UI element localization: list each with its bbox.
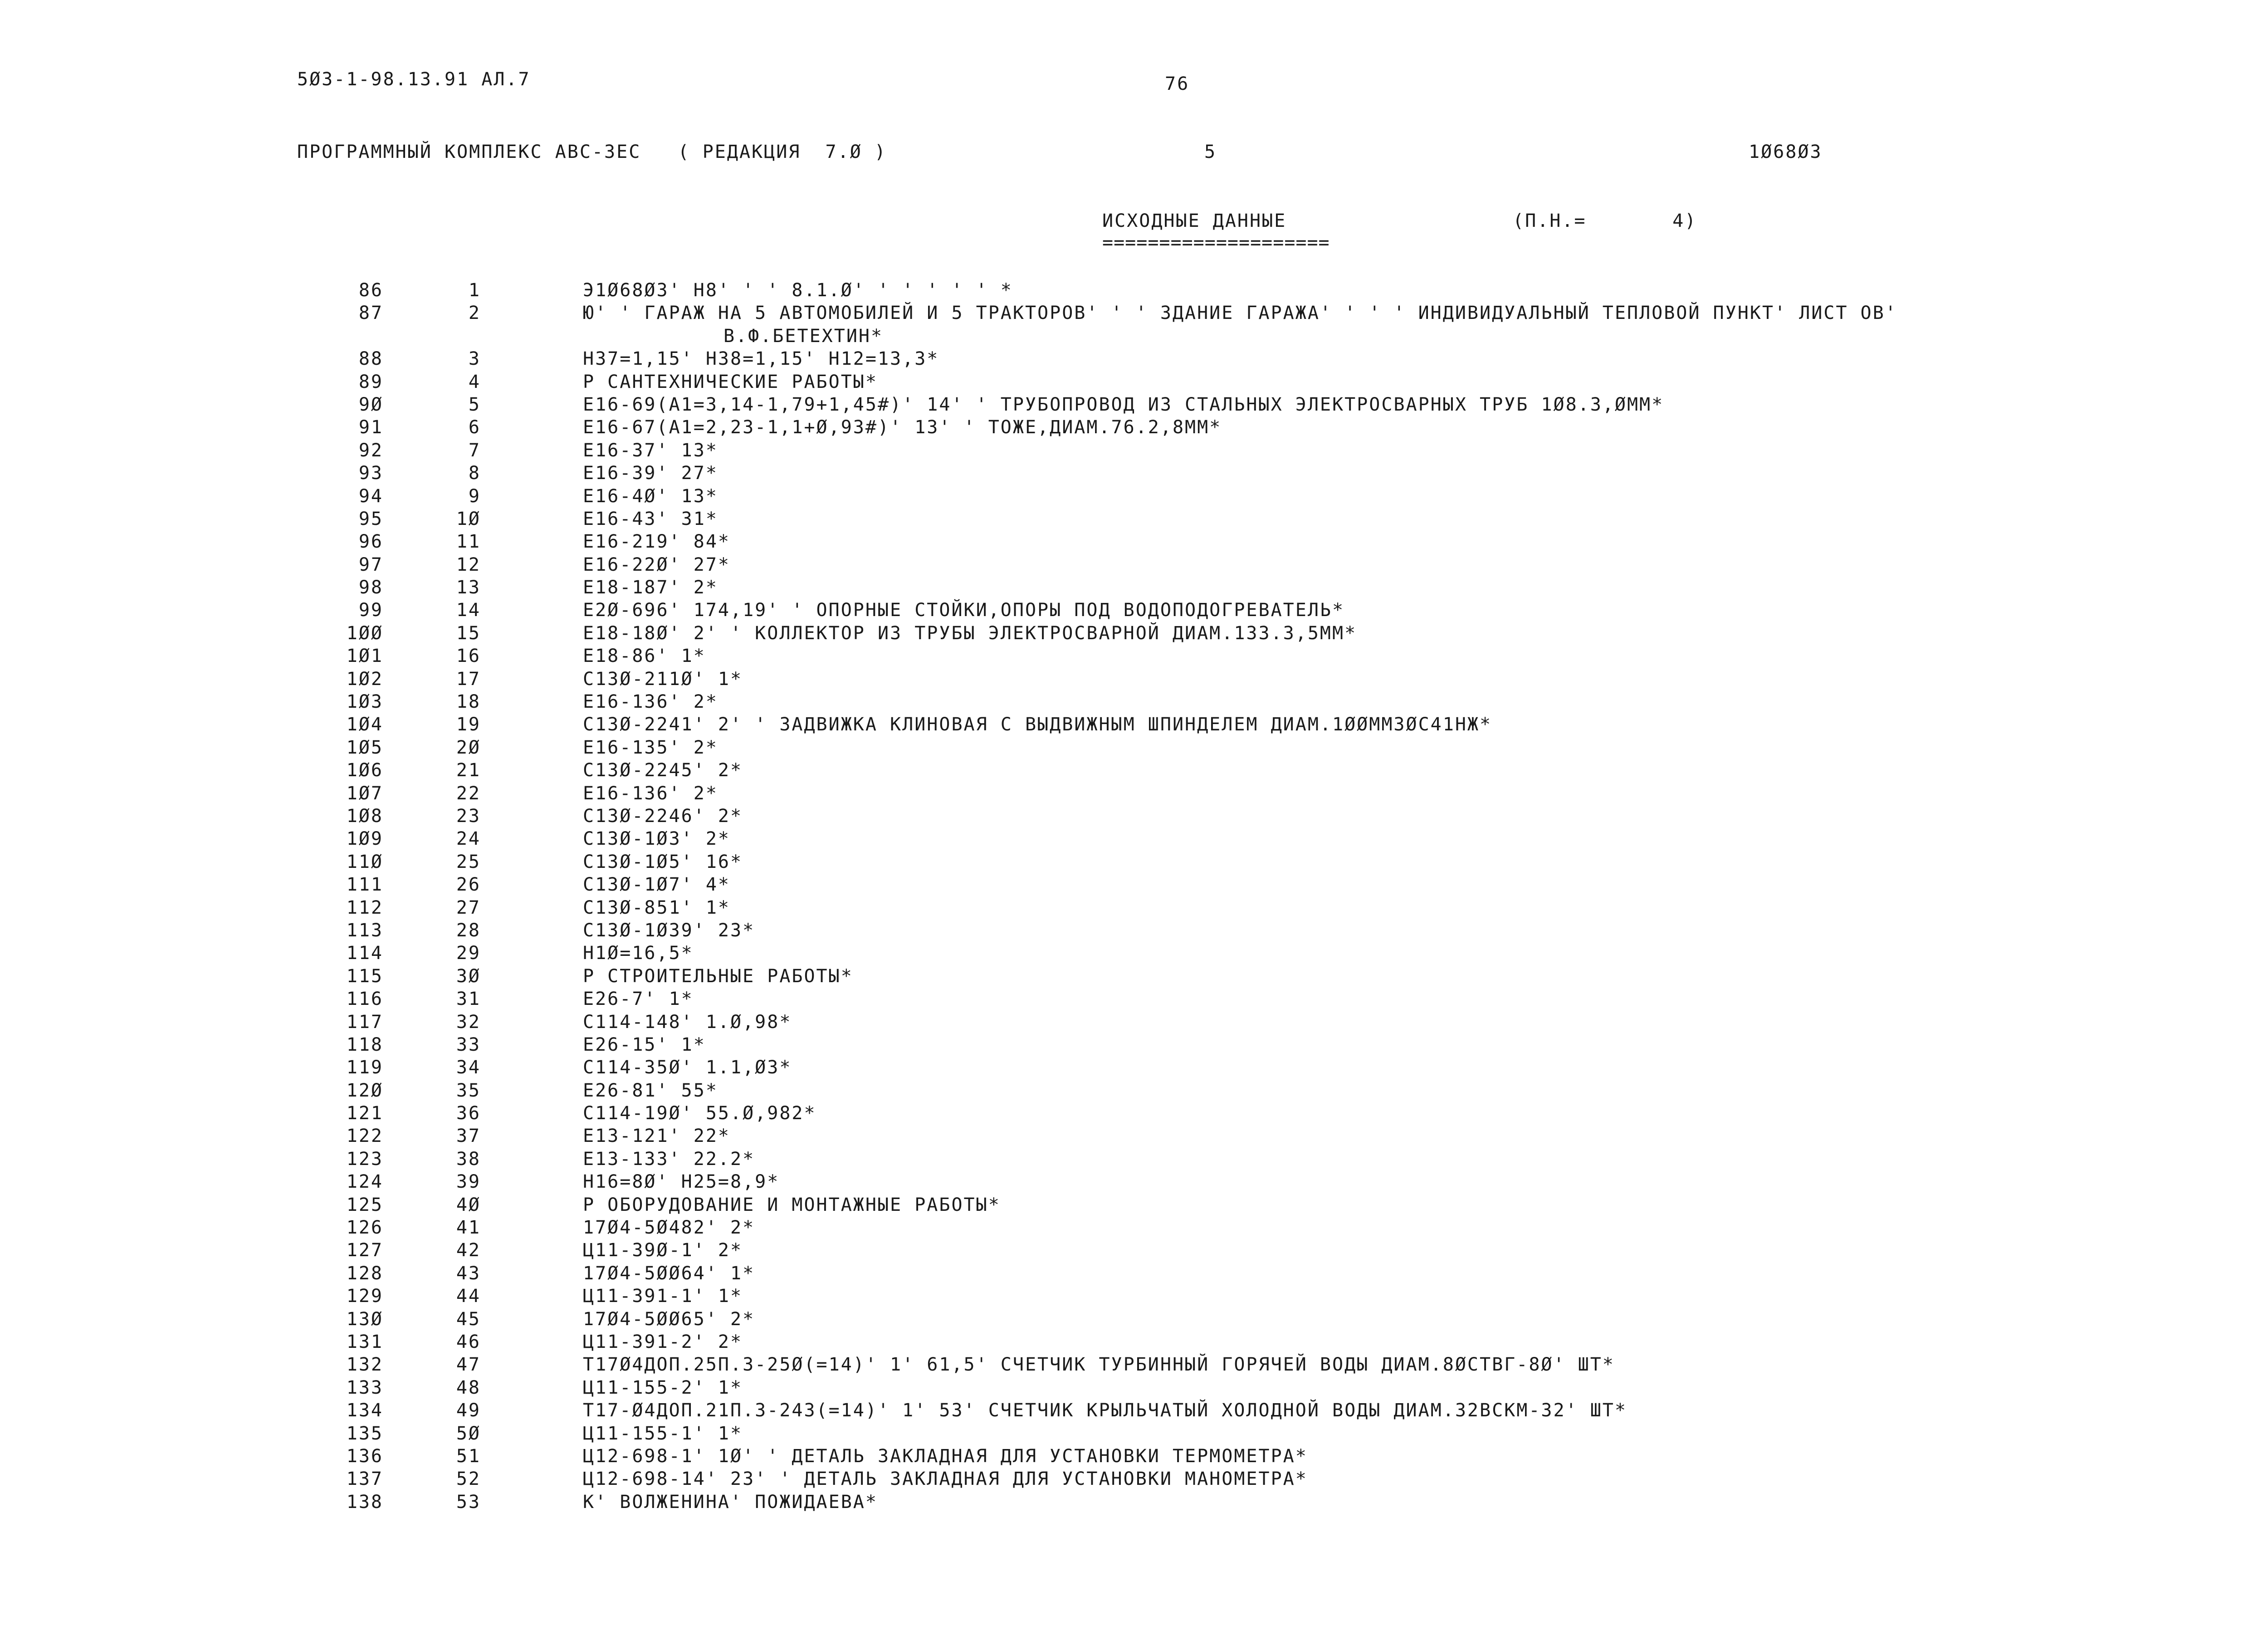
record-text: 17Ø4-5ØØ65' 2* <box>583 1308 755 1330</box>
record-text: Е16-43' 31* <box>583 508 718 529</box>
listing-row <box>0 1491 2268 1513</box>
record-text: Е16-37' 13* <box>583 440 718 461</box>
record-text: С13Ø-1Ø5' 16* <box>583 851 743 872</box>
line-number: 1Ø9 <box>346 828 383 850</box>
record-number: 1Ø <box>456 508 481 529</box>
listing-row <box>0 1239 2268 1262</box>
line-number: 123 <box>346 1148 383 1170</box>
listing-row <box>0 416 2268 439</box>
line-number: 86 <box>358 280 383 301</box>
listing-row <box>0 485 2268 508</box>
listing-row <box>0 1011 2268 1033</box>
record-text: С13Ø-2246' 2* <box>583 805 743 827</box>
listing-row <box>0 1376 2268 1399</box>
record-text: В.Ф.БЕТЕХТИН* <box>723 325 884 347</box>
record-text: Ю' ' ГАРАЖ НА 5 АВТОМОБИЛЕЙ И 5 ТРАКТОРОВ' ' ' ЗДАНИЕ ГАРАЖА' ' ' ' ИНДИВИДУАЛЬНЫЙ ТЕПЛОВОЙ ПУНКТ' ЛИСТ ОВ' <box>583 303 1897 324</box>
record-text: Ц12-698-14' 23' ' ДЕТАЛЬ ЗАКЛАДНАЯ ДЛЯ УСТАНОВКИ МАНОМЕТРА* <box>583 1469 1308 1490</box>
line-number: 92 <box>358 440 383 461</box>
line-number: 124 <box>346 1171 383 1193</box>
record-text: Н16=8Ø' Н25=8,9* <box>583 1171 780 1193</box>
record-number: 6 <box>468 417 481 438</box>
record-number: 37 <box>456 1126 481 1147</box>
record-number: 19 <box>456 714 481 735</box>
record-text: Э1Ø68Ø3' Н8' ' ' 8.1.Ø' ' ' ' ' ' * <box>583 280 1013 301</box>
listing-row <box>0 1033 2268 1056</box>
record-number: 52 <box>456 1469 481 1490</box>
listing-row <box>0 942 2268 964</box>
record-number: 53 <box>456 1491 481 1513</box>
record-text: 17Ø4-5ØØ64' 1* <box>583 1263 755 1284</box>
line-number: 97 <box>358 554 383 575</box>
record-text: Ц11-391-1' 1* <box>583 1286 743 1307</box>
record-number: 43 <box>456 1263 481 1284</box>
record-number: 18 <box>456 691 481 713</box>
record-text: С114-148' 1.Ø,98* <box>583 1011 792 1033</box>
listing-row <box>0 1125 2268 1147</box>
line-number: 1Ø8 <box>346 805 383 827</box>
record-number: 27 <box>456 897 481 918</box>
line-number: 93 <box>358 463 383 484</box>
record-text: Е16-219' 84* <box>583 531 730 553</box>
data-listing <box>0 279 2268 1513</box>
line-number: 135 <box>346 1423 383 1444</box>
record-number: 34 <box>456 1057 481 1078</box>
line-number: 1Ø5 <box>346 737 383 758</box>
record-number: 13 <box>456 577 481 598</box>
listing-row <box>0 508 2268 530</box>
line-number: 128 <box>346 1263 383 1284</box>
listing-row <box>0 919 2268 942</box>
line-number: 1Ø7 <box>346 783 383 804</box>
line-number: 117 <box>346 1011 383 1033</box>
record-number: 28 <box>456 920 481 941</box>
line-number: 116 <box>346 989 383 1010</box>
line-number: 136 <box>346 1445 383 1467</box>
listing-row <box>0 827 2268 850</box>
record-number: 45 <box>456 1308 481 1330</box>
record-number: 33 <box>456 1034 481 1055</box>
record-number: 9 <box>468 485 481 507</box>
line-number: 1Ø6 <box>346 760 383 781</box>
listing-row <box>0 690 2268 713</box>
line-number: 11Ø <box>346 851 383 872</box>
line-number: 1ØØ <box>346 622 383 644</box>
listing-row <box>0 759 2268 782</box>
record-text: С13Ø-2245' 2* <box>583 760 743 781</box>
listing-row <box>0 1170 2268 1193</box>
line-number: 119 <box>346 1057 383 1078</box>
listing-row <box>0 1056 2268 1079</box>
record-text: Е16-136' 2* <box>583 783 718 804</box>
record-number: 38 <box>456 1148 481 1170</box>
record-number: 31 <box>456 989 481 1010</box>
record-number: 4Ø <box>456 1194 481 1215</box>
section-pn-label: (П.Н.= 4) <box>1513 211 1697 231</box>
line-number: 1Ø3 <box>346 691 383 713</box>
line-number: 138 <box>346 1491 383 1513</box>
line-number: 121 <box>346 1103 383 1124</box>
record-number: 41 <box>456 1217 481 1239</box>
record-text: Е18-86' 1* <box>583 646 706 667</box>
record-number: 5 <box>468 394 481 415</box>
record-number: 2 <box>468 303 481 324</box>
listing-row <box>0 439 2268 462</box>
record-text: Ц11-155-1' 1* <box>583 1423 743 1444</box>
line-number: 122 <box>346 1126 383 1147</box>
record-number: 48 <box>456 1377 481 1398</box>
record-text: Е13-133' 22.2* <box>583 1148 755 1170</box>
line-number: 87 <box>358 303 383 324</box>
line-number: 98 <box>358 577 383 598</box>
line-number: 1Ø2 <box>346 668 383 690</box>
record-number: 1 <box>468 280 481 301</box>
listing-row <box>0 302 2268 324</box>
record-number: 4 <box>468 371 481 392</box>
listing-row <box>0 622 2268 645</box>
record-text: Ц11-39Ø-1' 2* <box>583 1240 743 1261</box>
record-text: Ц11-391-2' 2* <box>583 1331 743 1352</box>
line-number: 13Ø <box>346 1308 383 1330</box>
listing-row <box>0 805 2268 827</box>
record-text: Е18-18Ø' 2' ' КОЛЛЕКТОР ИЗ ТРУБЫ ЭЛЕКТРОСВАРНОЙ ДИАМ.133.3,5ММ* <box>583 622 1357 644</box>
record-text: Е26-81' 55* <box>583 1080 718 1101</box>
line-number: 91 <box>358 417 383 438</box>
page-number: 76 <box>1165 73 1190 94</box>
line-number: 89 <box>358 371 383 392</box>
record-text: Е13-121' 22* <box>583 1126 730 1147</box>
listing-row <box>0 1262 2268 1285</box>
section-title: ИСХОДНЫЕ ДАННЫЕ <box>1102 211 1287 231</box>
listing-row <box>0 1285 2268 1307</box>
line-number: 1Ø1 <box>346 646 383 667</box>
record-number: 23 <box>456 805 481 827</box>
line-number: 113 <box>346 920 383 941</box>
listing-row <box>0 462 2268 485</box>
record-number: 8 <box>468 463 481 484</box>
line-number: 12Ø <box>346 1080 383 1101</box>
line-number: 112 <box>346 897 383 918</box>
record-number: 2Ø <box>456 737 481 758</box>
listing-row <box>0 1422 2268 1445</box>
record-text: Н37=1,15' Н38=1,15' Н12=13,3* <box>583 348 939 370</box>
listing-row <box>0 1148 2268 1170</box>
line-number: 96 <box>358 531 383 553</box>
listing-row <box>0 965 2268 988</box>
listing-row <box>0 599 2268 622</box>
listing-row <box>0 1331 2268 1353</box>
record-number: 32 <box>456 1011 481 1033</box>
record-text: Е16-4Ø' 13* <box>583 485 718 507</box>
record-text: Е16-69(А1=3,14-1,79+1,45#)' 14' ' ТРУБОПРОВОД ИЗ СТАЛЬНЫХ ЭЛЕКТРОСВАРНЫХ ТРУБ 1Ø8.3,ØММ* <box>583 394 1664 415</box>
listing-row <box>0 1353 2268 1376</box>
record-number: 21 <box>456 760 481 781</box>
listing-row <box>0 279 2268 302</box>
line-number: 126 <box>346 1217 383 1239</box>
listing-row <box>0 668 2268 690</box>
record-text: С13Ø-2241' 2' ' ЗАДВИЖКА КЛИНОВАЯ С ВЫДВИЖНЫМ ШПИНДЕЛЕМ ДИАМ.1ØØММ3ØС41НЖ* <box>583 714 1492 735</box>
line-number: 131 <box>346 1331 383 1352</box>
record-text: Е18-187' 2* <box>583 577 718 598</box>
line-number: 133 <box>346 1377 383 1398</box>
record-text: Е26-7' 1* <box>583 989 694 1010</box>
listing-row <box>0 851 2268 873</box>
listing-row <box>0 1445 2268 1468</box>
record-number: 46 <box>456 1331 481 1352</box>
record-number: 25 <box>456 851 481 872</box>
record-number: 3Ø <box>456 965 481 987</box>
record-number: 47 <box>456 1354 481 1376</box>
record-text: Т17-Ø4ДОП.21П.3-243(=14)' 1' 53' СЧЕТЧИК КРЫЛЬЧАТЫЙ ХОЛОДНОЙ ВОДЫ ДИАМ.32ВСКМ-32' ШТ* <box>583 1400 1627 1421</box>
record-text: Р ОБОРУДОВАНИЕ И МОНТАЖНЫЕ РАБОТЫ* <box>583 1194 1001 1215</box>
record-number: 29 <box>456 943 481 964</box>
line-number: 118 <box>346 1034 383 1055</box>
listing-row <box>0 1079 2268 1102</box>
listing-row <box>0 1399 2268 1422</box>
listing-row <box>0 988 2268 1010</box>
record-number: 26 <box>456 874 481 896</box>
record-number: 16 <box>456 646 481 667</box>
line-number: 1Ø4 <box>346 714 383 735</box>
record-number: 7 <box>468 440 481 461</box>
line-number: 111 <box>346 874 383 896</box>
record-text: К' ВОЛЖЕНИНА' ПОЖИДАЕВА* <box>583 1491 878 1513</box>
record-number: 12 <box>456 554 481 575</box>
listing-row <box>0 393 2268 416</box>
line-number: 9Ø <box>358 394 383 415</box>
listing-row <box>0 873 2268 896</box>
line-number: 137 <box>346 1469 383 1490</box>
record-number: 51 <box>456 1445 481 1467</box>
listing-row <box>0 576 2268 599</box>
record-number: 5Ø <box>456 1423 481 1444</box>
record-text: С13Ø-1Ø39' 23* <box>583 920 755 941</box>
record-text: Е2Ø-696' 174,19' ' ОПОРНЫЕ СТОЙКИ,ОПОРЫ ПОД ВОДОПОДОГРЕВАТЕЛЬ* <box>583 600 1345 621</box>
record-text: Е26-15' 1* <box>583 1034 706 1055</box>
record-text: Е16-135' 2* <box>583 737 718 758</box>
document-code: 5Ø3-1-98.13.91 АЛ.7 <box>297 69 531 90</box>
line-number: 115 <box>346 965 383 987</box>
record-text: Р САНТЕХНИЧЕСКИЕ РАБОТЫ* <box>583 371 878 392</box>
record-text: С114-19Ø' 55.Ø,982* <box>583 1103 816 1124</box>
record-number: 22 <box>456 783 481 804</box>
listing-row <box>0 713 2268 736</box>
record-text: С13Ø-851' 1* <box>583 897 730 918</box>
record-text: 17Ø4-5Ø482' 2* <box>583 1217 755 1239</box>
record-number: 15 <box>456 622 481 644</box>
line-number: 99 <box>358 600 383 621</box>
listing-row <box>0 1308 2268 1331</box>
record-text: Е16-22Ø' 27* <box>583 554 730 575</box>
line-number: 132 <box>346 1354 383 1376</box>
listing-row <box>0 896 2268 919</box>
listing-row <box>0 553 2268 576</box>
record-number: 49 <box>456 1400 481 1421</box>
record-number: 3 <box>468 348 481 370</box>
record-text: С13Ø-211Ø' 1* <box>583 668 743 690</box>
record-number: 35 <box>456 1080 481 1101</box>
listing-row <box>0 1102 2268 1125</box>
record-number: 36 <box>456 1103 481 1124</box>
line-number: 95 <box>358 508 383 529</box>
record-text: Т17Ø4ДОП.25П.3-25Ø(=14)' 1' 61,5' СЧЕТЧИК ТУРБИННЫЙ ГОРЯЧЕЙ ВОДЫ ДИАМ.8ØСТВГ-8Ø' ШТ* <box>583 1354 1615 1376</box>
program-title: ПРОГРАММНЫЙ КОМПЛЕКС АВС-ЗЕС ( РЕДАКЦИЯ 7.Ø ) <box>297 142 887 162</box>
listing-row <box>0 1216 2268 1239</box>
record-text: С13Ø-1Ø3' 2* <box>583 828 730 850</box>
record-text: С114-35Ø' 1.1,Ø3* <box>583 1057 792 1078</box>
record-number: 14 <box>456 600 481 621</box>
record-text: Ц12-698-1' 1Ø' ' ДЕТАЛЬ ЗАКЛАДНАЯ ДЛЯ УСТАНОВКИ ТЕРМОМЕТРА* <box>583 1445 1308 1467</box>
listing-row <box>0 530 2268 553</box>
listing-row <box>0 1468 2268 1490</box>
record-text: Е16-136' 2* <box>583 691 718 713</box>
record-number: 17 <box>456 668 481 690</box>
record-text: Е16-67(А1=2,23-1,1+Ø,93#)' 13' ' ТОЖЕ,ДИАМ.76.2,8ММ* <box>583 417 1222 438</box>
line-number: 88 <box>358 348 383 370</box>
record-number: 42 <box>456 1240 481 1261</box>
listing-row-continuation <box>0 325 2268 348</box>
record-number: 39 <box>456 1171 481 1193</box>
listing-row <box>0 1194 2268 1216</box>
line-number: 134 <box>346 1400 383 1421</box>
record-text: Н1Ø=16,5* <box>583 943 694 964</box>
program-code: 1Ø68Ø3 <box>1749 142 1823 162</box>
program-page: 5 <box>1204 142 1217 162</box>
line-number: 127 <box>346 1240 383 1261</box>
listing-row <box>0 645 2268 667</box>
line-number: 129 <box>346 1286 383 1307</box>
record-text: Е16-39' 27* <box>583 463 718 484</box>
record-number: 44 <box>456 1286 481 1307</box>
listing-row <box>0 348 2268 370</box>
record-number: 11 <box>456 531 481 553</box>
section-underline: ==================== <box>1102 232 1330 253</box>
listing-row <box>0 371 2268 393</box>
record-text: С13Ø-1Ø7' 4* <box>583 874 730 896</box>
line-number: 125 <box>346 1194 383 1215</box>
listing-row <box>0 782 2268 805</box>
line-number: 114 <box>346 943 383 964</box>
record-text: Р СТРОИТЕЛЬНЫЕ РАБОТЫ* <box>583 965 853 987</box>
listing-row <box>0 736 2268 759</box>
record-text: Ц11-155-2' 1* <box>583 1377 743 1398</box>
line-number: 94 <box>358 485 383 507</box>
record-number: 24 <box>456 828 481 850</box>
